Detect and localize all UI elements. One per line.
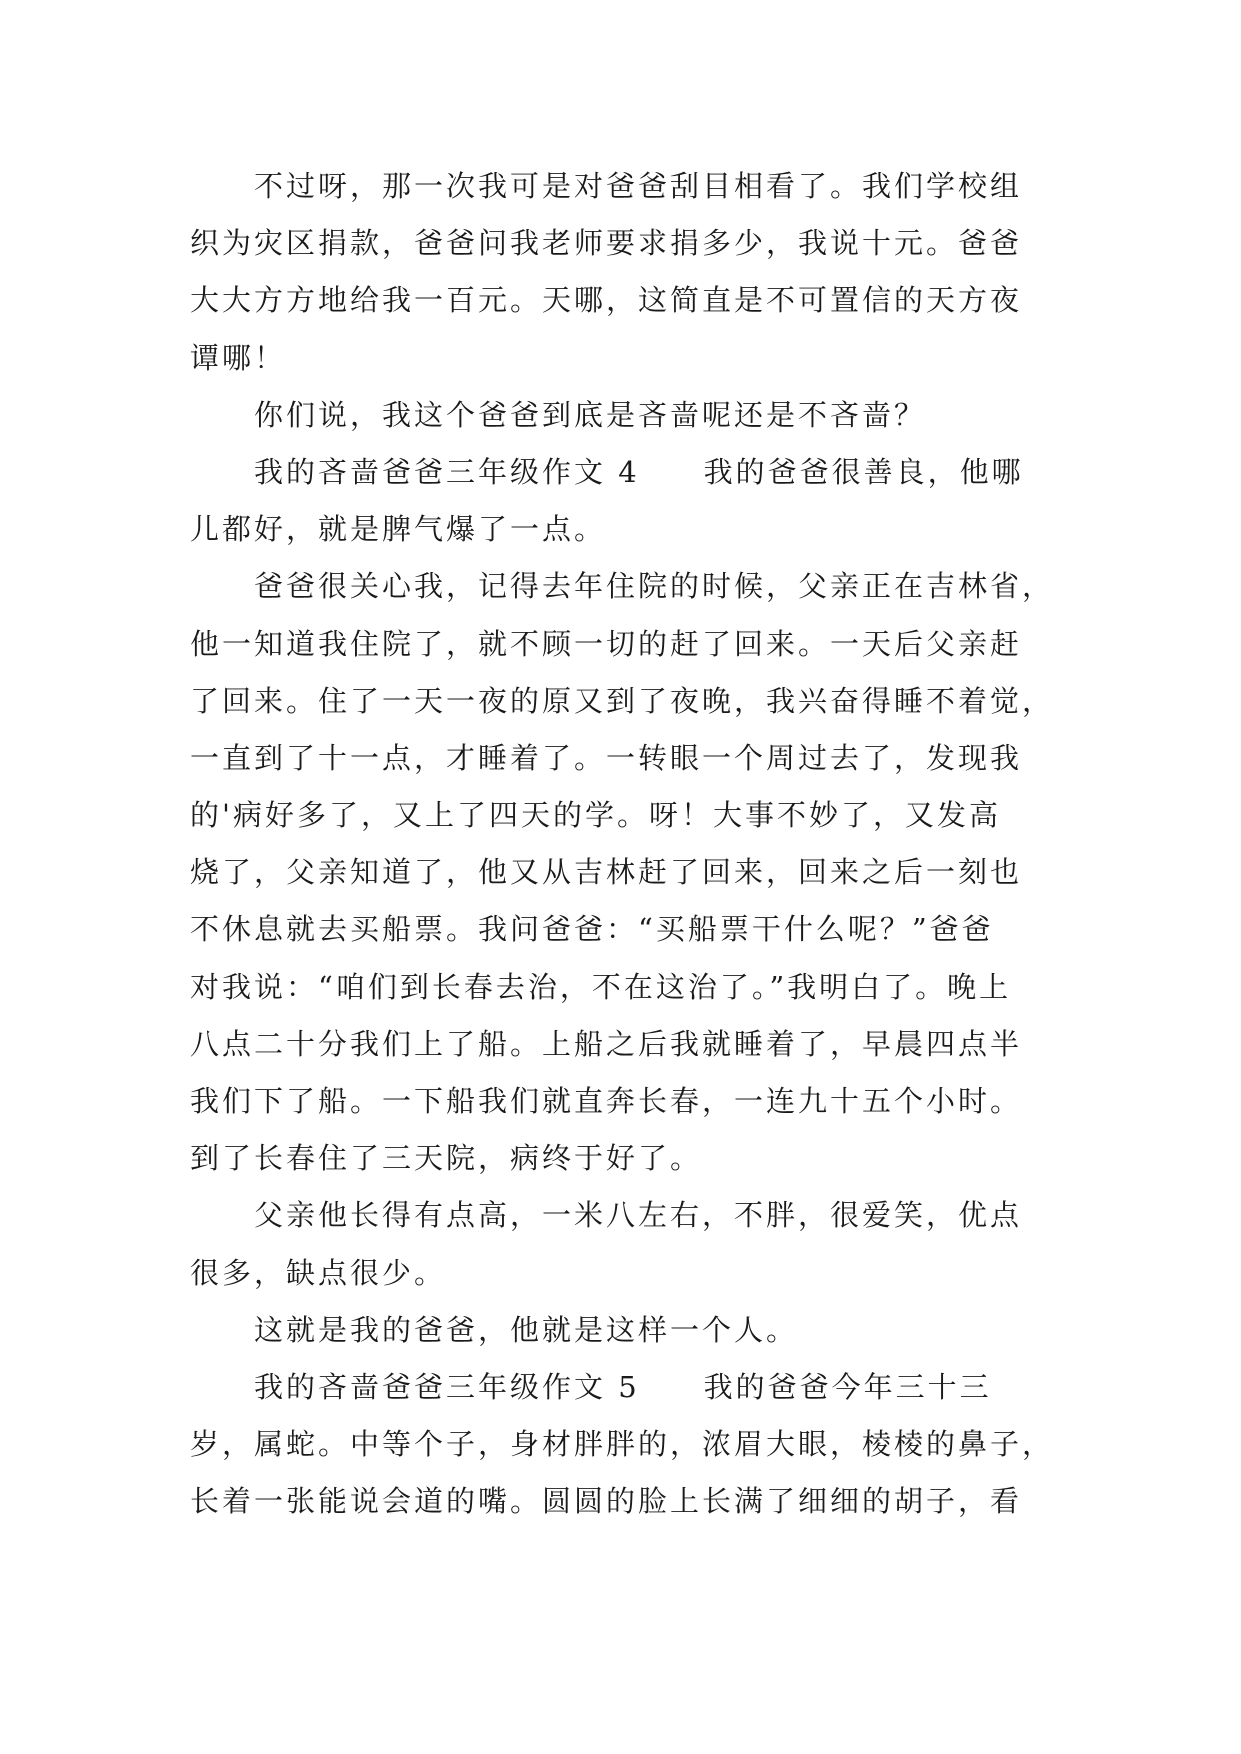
text-line: 一直到了十一点，才睡着了。一转眼一个周过去了，发现我	[190, 740, 1023, 775]
text-line: 织为灾区捐款，爸爸问我老师要求捐多少，我说十元。爸爸	[190, 226, 1023, 261]
text-line: 我们下了船。一下船我们就直奔长春，一连九十五个小时。	[190, 1084, 1023, 1118]
text-line: 长着一张能说会道的嘴。圆圆的脸上长满了细细的胡子，看	[190, 1484, 1023, 1519]
text-line: 岁，属蛇。中等个子，身材胖胖的，浓眉大眼，棱棱的鼻子，	[190, 1427, 1055, 1462]
text-line: 父亲他长得有点高，一米八左右，不胖，很爱笑，优点	[254, 1198, 1023, 1233]
section-heading-line: 我的吝啬爸爸三年级作文 5 我的爸爸今年三十三	[254, 1369, 992, 1404]
text-line: 大大方方地给我一百元。天哪，这简直是不可置信的天方夜	[190, 283, 1023, 318]
text-line: 不过呀，那一次我可是对爸爸刮目相看了。我们学校组	[254, 169, 1023, 203]
text-line: 的'病好多了，又上了四天的学。呀！大事不妙了，又发高	[190, 798, 1001, 833]
text-line: 到了长春住了三天院，病终于好了。	[190, 1141, 703, 1176]
text-line: 烧了，父亲知道了，他又从吉林赶了回来，回来之后一刻也	[190, 855, 1023, 890]
document-body	[190, 158, 1055, 1531]
text-line: 爸爸很关心我，记得去年住院的时候，父亲正在吉林省，	[254, 569, 1055, 604]
text-line: 谭哪！	[190, 340, 287, 375]
text-line: 了回来。住了一天一夜的原又到了夜晚，我兴奋得睡不着觉，	[190, 683, 1055, 718]
text-line: 很多，缺点很少。	[190, 1255, 447, 1290]
text-line: 不休息就去买船票。我问爸爸：“买船票干什么呢？”爸爸	[190, 912, 994, 947]
text-line: 这就是我的爸爸，他就是这样一个人。	[254, 1312, 799, 1347]
text-line: 儿都好，就是脾气爆了一点。	[190, 512, 607, 547]
text-line: 你们说，我这个爸爸到底是吝啬呢还是不吝啬？	[254, 397, 927, 432]
text-line: 他一知道我住院了，就不顾一切的赶了回来。一天后父亲赶	[190, 626, 1023, 661]
text-line: 对我说：“咱们到长春去治，不在这治了。”我明白了。晚上	[190, 969, 1012, 1004]
section-heading-line: 我的吝啬爸爸三年级作文 4 我的爸爸很善良，他哪	[254, 454, 1024, 489]
text-line: 八点二十分我们上了船。上船之后我就睡着了，早晨四点半	[190, 1026, 1023, 1061]
